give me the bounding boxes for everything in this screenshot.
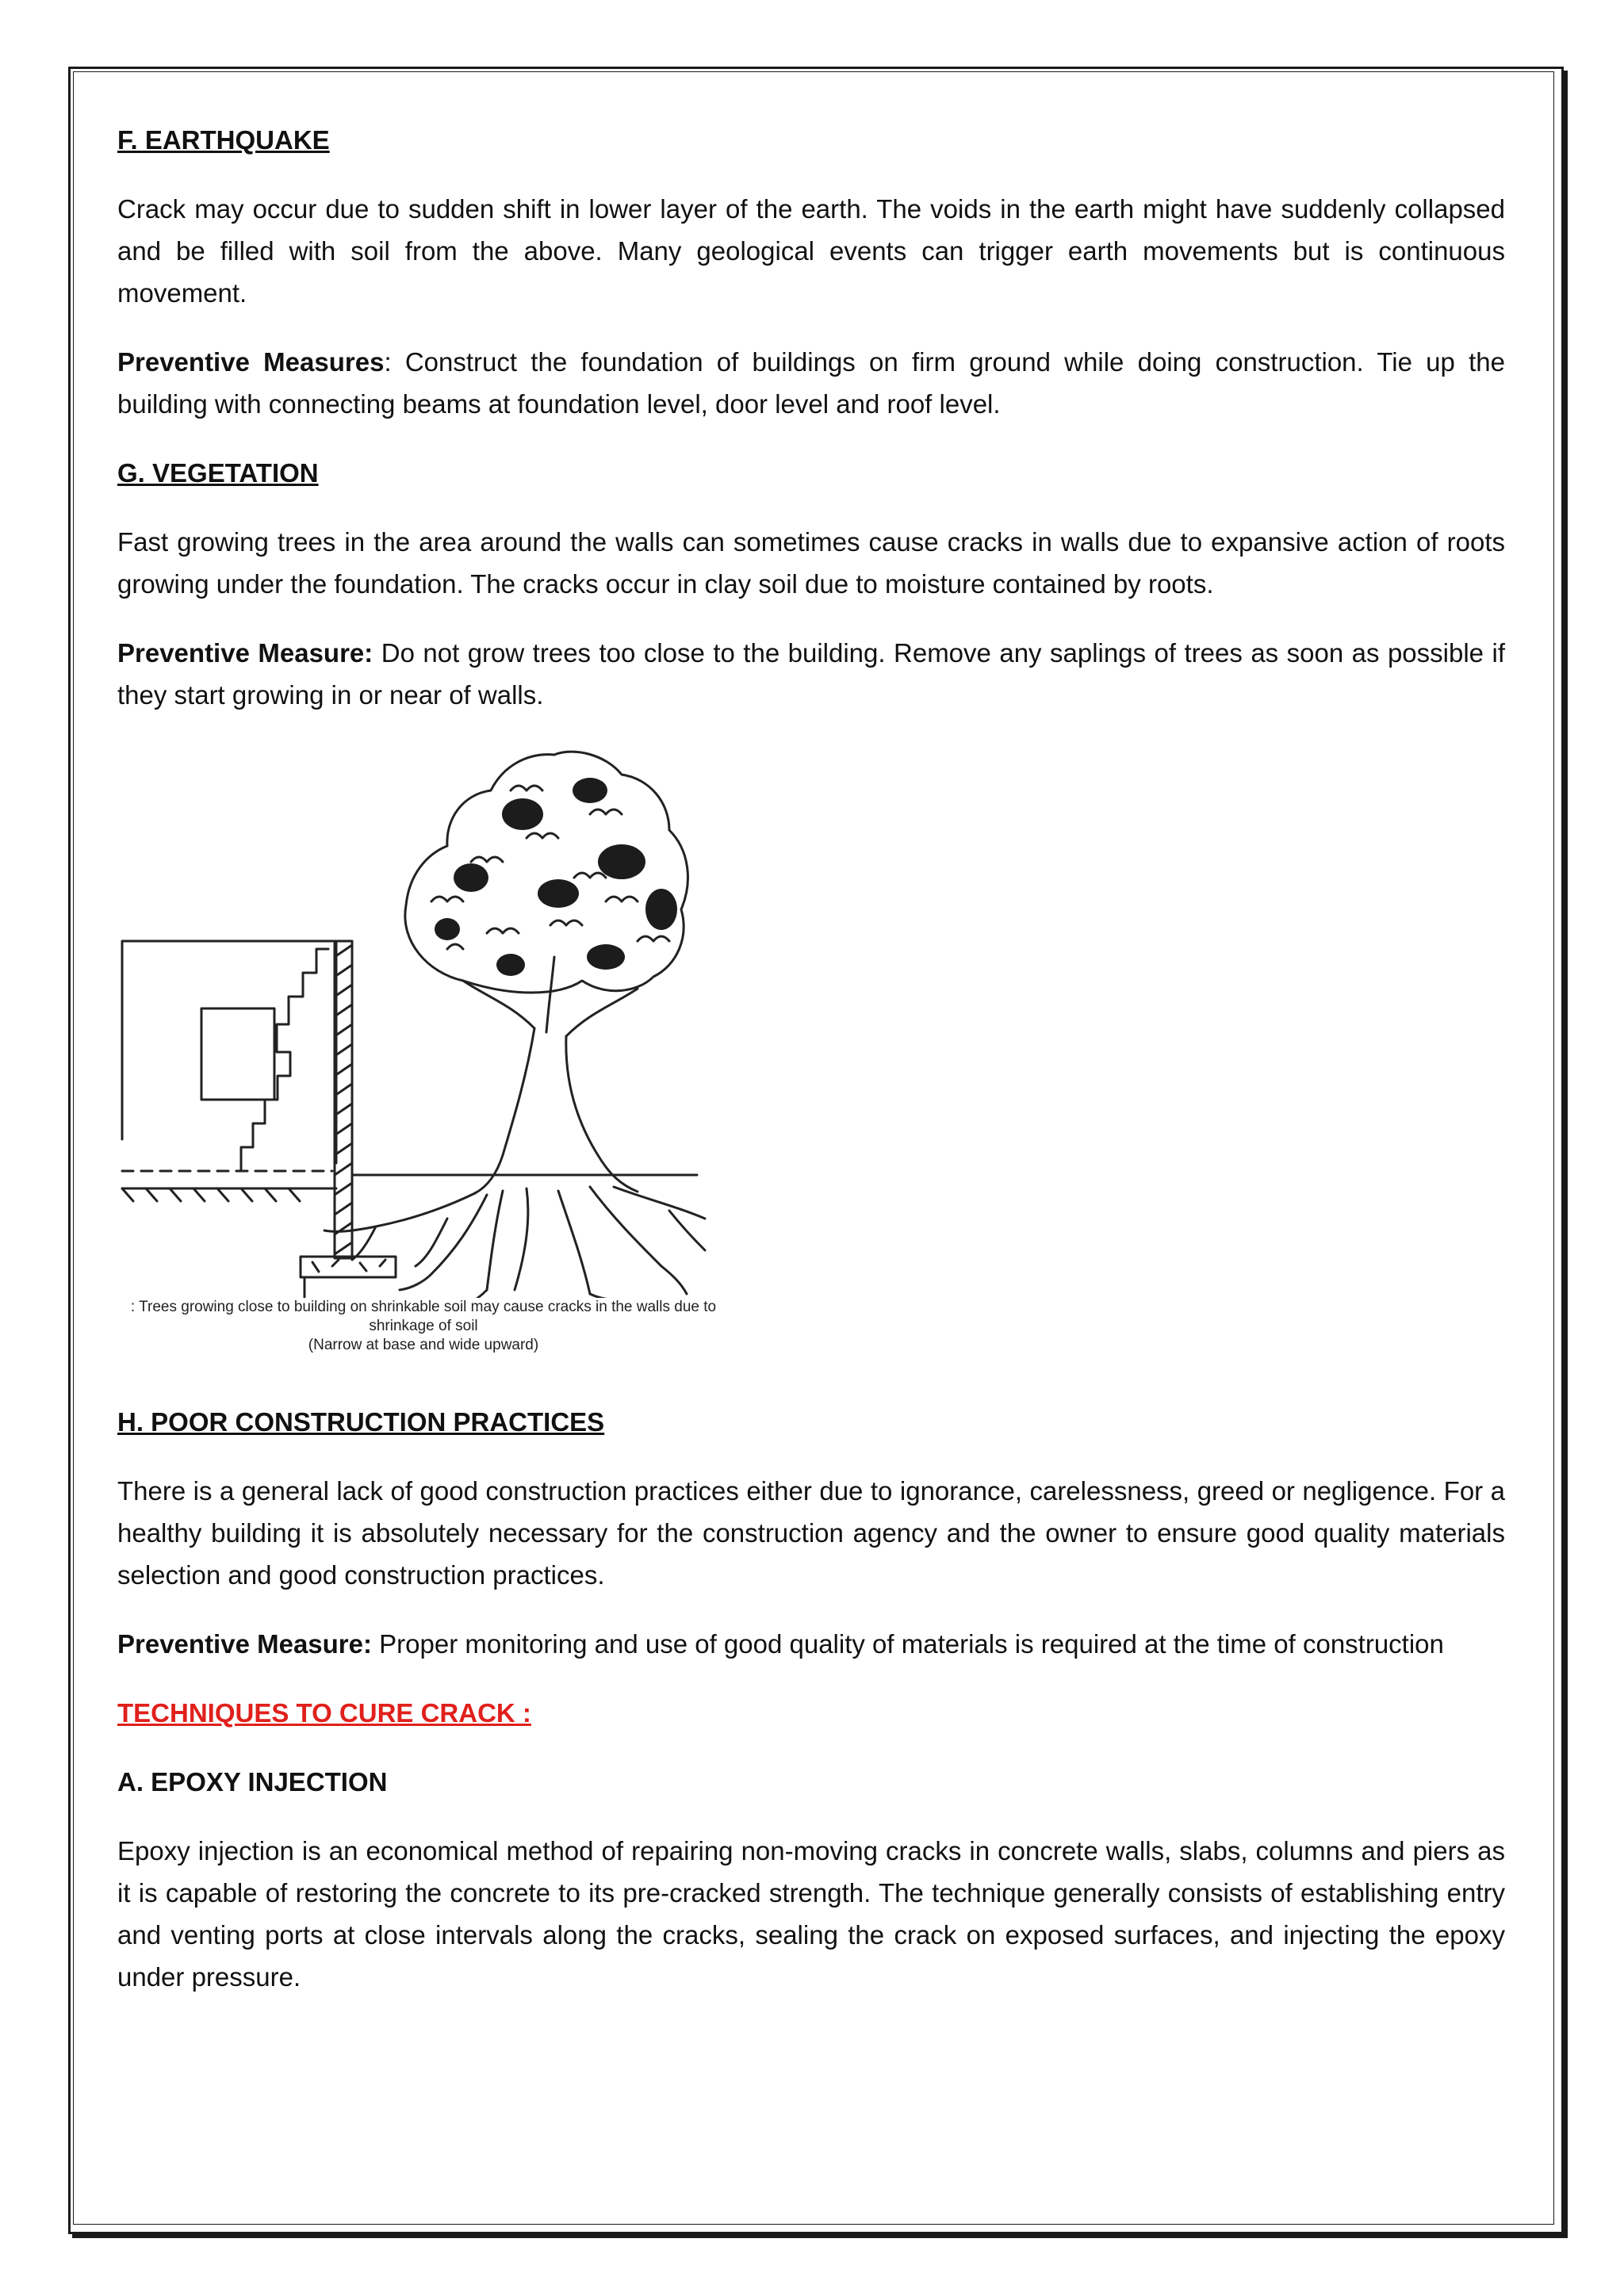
figure-caption bbox=[114, 1298, 733, 1355]
caption-line-2: shrinkage of soil bbox=[369, 1318, 478, 1334]
paragraph-epoxy-injection: Epoxy injection is an economical method of repairing non-moving cracks in concrete walls, slabs, columns and piers as it is capable of restoring the concrete to its pre-cracked strength. The technique generally consists of establishing entry and venting ports at close intervals along the cracks, sealing the crack on exposed surfaces, and injecting the epoxy under pressure. bbox=[117, 1836, 1505, 1992]
caption-line-1: : Trees growing close to building on shrinkable soil may cause cracks in the walls due to bbox=[130, 1299, 717, 1315]
label-preventive-measure: Preventive Measure: bbox=[117, 638, 373, 668]
label-preventive-measures: Preventive Measures bbox=[117, 347, 385, 377]
heading-epoxy-injection: A. EPOXY INJECTION bbox=[117, 1767, 388, 1797]
heading-techniques-to-cure-crack: TECHNIQUES TO CURE CRACK : bbox=[117, 1698, 531, 1728]
paragraph-earthquake: Crack may occur due to sudden shift in lower layer of the earth. The voids in the earth might have suddenly collapsed and be filled with soil from the above. Many geological events can trigger earth movements but is continuous movement. bbox=[117, 194, 1505, 308]
tree-crown bbox=[405, 752, 688, 993]
text-vegetation-measure: Do not grow trees too close to the building. Remove any saplings of trees as soon as possible if they start growing in or near of walls. bbox=[117, 638, 1505, 710]
caption-line-3: (Narrow at base and wide upward) bbox=[308, 1337, 539, 1353]
tree-trunk-right bbox=[566, 1036, 638, 1192]
paragraph-earthquake-measures bbox=[117, 341, 1505, 425]
paragraph-poor-construction: There is a general lack of good construction practices either due to ignorance, carelessness, greed or negligence. For a healthy building it is absolutely necessary for the construction agency and the owner to ensure good quality materials selection and good construction practices. bbox=[117, 1476, 1505, 1590]
ground-line bbox=[122, 1175, 697, 1188]
window-outline bbox=[201, 1008, 274, 1100]
label-preventive-measure: Preventive Measure: bbox=[117, 1629, 372, 1659]
tree-near-building-figure bbox=[114, 743, 733, 1377]
paragraph-poor-construction-measure bbox=[117, 1623, 1505, 1665]
foliage-shadows bbox=[435, 778, 677, 976]
paragraph-vegetation-measure bbox=[117, 632, 1505, 716]
document-content bbox=[117, 119, 1505, 2025]
tree-building-illustration bbox=[114, 743, 733, 1298]
paragraph-vegetation: Fast growing trees in the area around the walls can sometimes cause cracks in walls due to expansive action of roots growing under the foundation. The cracks occur in clay soil due to moisture contained by roots. bbox=[117, 527, 1505, 599]
text-poor-construction-measure: Proper monitoring and use of good quality of materials is required at the time of construction bbox=[372, 1629, 1444, 1659]
heading-vegetation: G. VEGETATION bbox=[117, 458, 319, 488]
heading-earthquake: F. EARTHQUAKE bbox=[117, 125, 330, 155]
tree-trunk-left bbox=[475, 1028, 534, 1193]
root-right bbox=[558, 1187, 705, 1294]
heading-poor-construction: H. POOR CONSTRUCTION PRACTICES bbox=[117, 1407, 605, 1437]
stepped-crack bbox=[241, 949, 328, 1171]
text-earthquake-measures: : Construct the foundation of buildings on firm ground while doing construction. Tie up the building with connecting beams at foundation level, door level and roof level. bbox=[117, 347, 1506, 419]
settlement-arrow bbox=[298, 1277, 311, 1298]
